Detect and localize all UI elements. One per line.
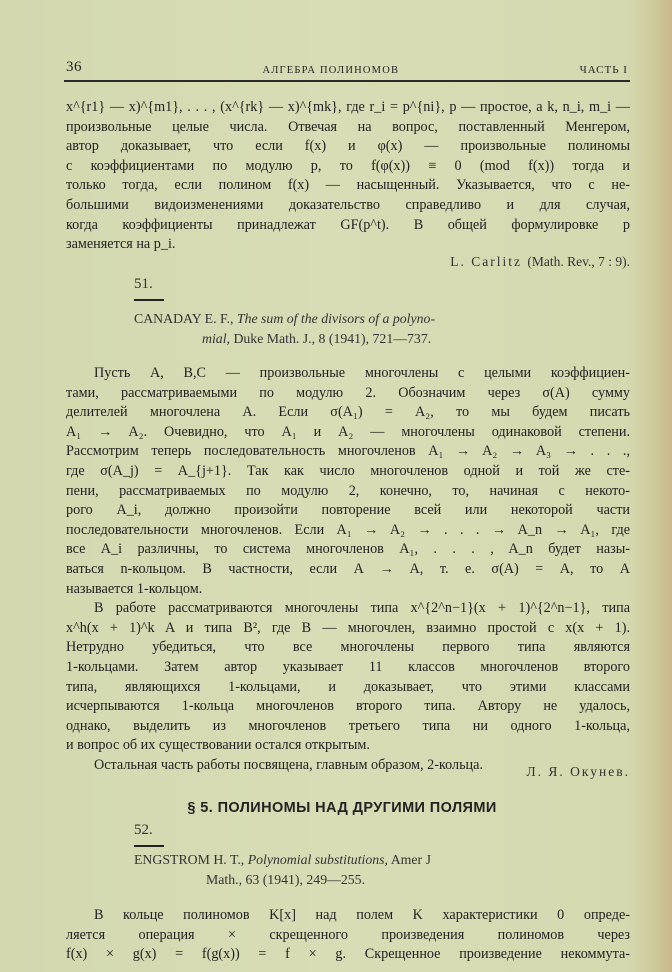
text-line: x^{r1} — x)^{m1}, . . . , (x^{rk} — x)^{mk}, где r_i = p^{ni}, p — простое, а k, n_i, m_i — [66, 99, 630, 115]
text-line: A₁ → A₂. Очевидно, что A₁ и A₂ — многочлены одинаковой степени. [66, 423, 630, 440]
text-line: Нетрудно убедиться, что все многочлены первого типа являются [66, 639, 630, 656]
citation-journal-cont: Math., 63 (1941), 249—255. [206, 872, 366, 887]
text-line: последовательности многочленов. Если A₁ → A₂ → . . . → A_n → A₁, где [66, 521, 630, 538]
text-line: В кольце полиномов K[x] над полем K характеристики 0 опреде- [94, 907, 630, 923]
text-line: делителей многочлена A. Если σ(A₁) = A₂, то мы будем писать [66, 404, 630, 421]
text-line: произвольные целые числа. Отвечая на вопрос, поставленный Менгером, [66, 118, 630, 135]
text-line: где σ(A_j) = A_{j+1}. Так как число многочленов одной и той же сте- [66, 462, 630, 479]
text-line: называется 1-кольцом. [66, 580, 203, 597]
text-line: все A_i различны, то система многочленов A₁, . . . , A_n будет назы- [66, 541, 630, 558]
reviewer-name: L. Carlitz [450, 254, 523, 269]
text-line: Остальная часть работы посвящена, главным образом, 2-кольца. [94, 756, 483, 773]
header-rule [64, 80, 630, 82]
review-50-continuation [66, 98, 630, 255]
entry-number: 51. [134, 276, 164, 301]
text-line: заменяется на p_i. [66, 236, 176, 253]
text-line: f(x) × g(x) = f(g(x)) = f × g. Скрещенное произведение некоммута- [66, 946, 630, 963]
running-title: АЛГЕБРА ПОЛИНОМОВ [262, 65, 400, 76]
citation-title: The sum of the divisors of a polyno- [236, 311, 436, 326]
section-heading: § 5. ПОЛИНОМЫ НАД ДРУГИМИ ПОЛЯМИ [187, 800, 497, 816]
text-line: рого A_i, должно произойти повторение всей или некоторой части [66, 502, 630, 519]
running-head [66, 54, 628, 76]
text-line: Рассмотрим теперь последовательность многочленов A₁ → A₂ → A₃ → . . ., [66, 443, 630, 460]
reviewer-signature: Л. Я. Окунев. [526, 764, 630, 779]
text-line: пени, рассматриваемых по модулю 2, конечно, то, начиная с некото- [66, 482, 630, 499]
review-source: (Math. Rev., 7 : 9). [527, 254, 630, 269]
entry-number: 52. [134, 822, 164, 847]
citation-line-2 [134, 329, 554, 349]
text-line: В работе рассматриваются многочлены типа x^{2^n−1}(x + 1)^{2^n−1}, типа [94, 600, 630, 617]
text-line: ляется операция × скрещенного произведения полиномов через [66, 926, 630, 943]
text-line: 1-кольцами. Затем автор указывает 11 классов многочленов второго [66, 658, 630, 675]
page-number: 36 [66, 59, 82, 75]
review-52-body [66, 906, 630, 965]
text-line: типа, являющихся 1-кольцами, и доказывает, что этими классами [66, 678, 630, 695]
text-line: большими видоизменениями доказательство справедливо и для случая, [66, 196, 630, 213]
entry-citation [134, 850, 584, 890]
text-line: когда коэффициенты принадлежат GF(p^t). В общей формулировке p [66, 216, 630, 233]
text-line: исчерпываются 1-кольца многочленов второго типа. Автору не удалось, [66, 698, 630, 715]
reviewer-signature [450, 254, 630, 270]
citation-author: ENGSTROM H. T., [134, 852, 245, 867]
text-line: с коэффициентами по модулю p, то f(φ(x)) ≡ 0 (mod f(x)) тогда и [66, 157, 630, 174]
part-label: ЧАСТЬ I [579, 64, 628, 76]
text-line: ваться n-кольцом. В частности, если A → A, т. е. σ(A) = A, то A [66, 560, 630, 577]
entry-citation [134, 309, 554, 349]
citation-journal: Duke Math. J., 8 (1941), 721—737. [233, 331, 432, 346]
text-line: Пусть A, B,C — произвольные многочлены с целыми коэффициен- [94, 365, 630, 381]
text-line: и вопрос об их существовании остался открытым. [66, 737, 370, 754]
text-line: x^h(x + 1)^k A и типа B², где B — многочлен, взаимно простой с x(x + 1). [66, 619, 630, 636]
citation-title-cont: mial, [202, 331, 230, 346]
text-line: автор доказывает, что если f(x) и φ(x) — произвольные полиномы [66, 138, 630, 155]
text-line: только тогда, если полином f(x) — насыщенный. Указывается, что с не- [66, 177, 630, 194]
citation-journal: Amer J [390, 852, 431, 867]
citation-author: CANADAY E. F., [134, 311, 234, 326]
citation-title: Polynomial substitutions, [247, 852, 388, 867]
text-line: тами, рассматриваемыми по модулю 2. Обозначим через σ(A) сумму [66, 384, 630, 401]
review-51-body [66, 364, 630, 775]
text-line: однако, выделить из многочленов третьего типа ни одного 1-кольца, [66, 717, 630, 734]
